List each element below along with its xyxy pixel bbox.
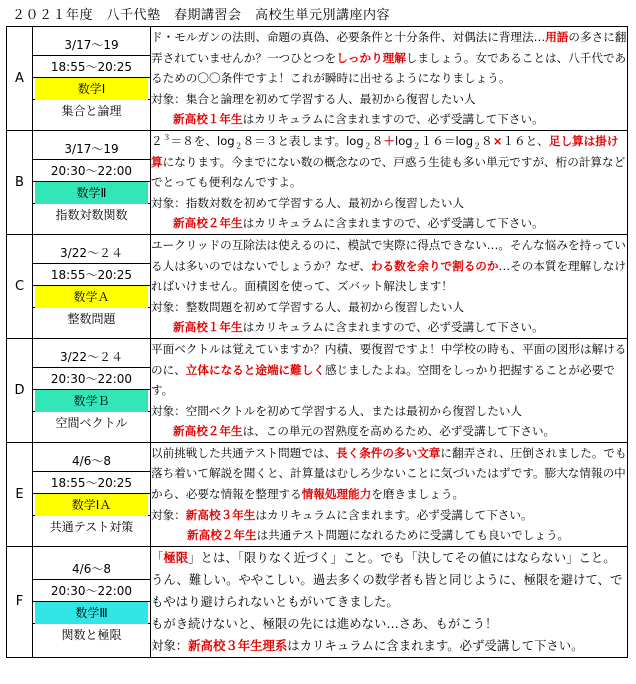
course-time: 20:30～22:00 xyxy=(33,160,150,182)
description-text: になります。今までにない数の概念なので、戸惑う生徒も多い単元ですが、桁の計算などでとっても便利なんですよ。 xyxy=(151,154,626,190)
course-note xyxy=(151,421,627,442)
subject-highlight: 数学Ａ xyxy=(35,286,148,308)
course-time: 18:55～20:25 xyxy=(33,472,150,494)
description-text: ８＝３と表します。log xyxy=(242,133,364,148)
course-row xyxy=(7,442,628,546)
course-date: 3/22～２４ xyxy=(33,242,150,264)
subject-highlight: 数学Ⅱ xyxy=(35,182,148,204)
description-highlight: わる数を余りで割るのか xyxy=(370,258,499,273)
course-description xyxy=(151,338,628,442)
description-text: ＝８を、log xyxy=(170,133,235,148)
course-letter: F xyxy=(7,546,33,657)
course-target: 対象：空間ベクトルを初めて学習する人、または最初から復習したい人 xyxy=(151,403,523,418)
note-text: は共通テスト問題になれるために受講しても良いでしょう。 xyxy=(256,528,570,543)
page-title: ２０２１年度 八千代塾 春期講習会 高校生単元別講座内容 xyxy=(12,8,391,23)
course-note xyxy=(151,109,627,130)
course-unit: 共通テスト対策 xyxy=(49,520,134,535)
course-letter: C xyxy=(7,234,33,338)
course-date: 3/17～19 xyxy=(33,138,150,160)
course-letter: D xyxy=(7,338,33,442)
target-text: 対象： xyxy=(151,637,189,653)
note-highlight: 新高校１年生 xyxy=(173,320,243,335)
description-text: ８ xyxy=(371,133,384,148)
course-row xyxy=(7,130,628,234)
note-text: はカリキュラムに含まれますので、必ず受講して下さい。 xyxy=(242,216,544,231)
description-highlight: ＋ xyxy=(383,133,395,148)
course-date: 4/6～8 xyxy=(33,558,150,580)
course-row xyxy=(7,234,628,338)
course-row xyxy=(7,27,628,131)
course-unit: 空間ベクトル xyxy=(55,416,128,431)
note-text: は、この単元の習熟度を高めるため、必ず受講して下さい。 xyxy=(242,424,556,439)
course-description xyxy=(151,234,628,338)
course-note xyxy=(151,317,627,338)
course-target xyxy=(151,505,627,526)
target-text: はカリキュラムに含まれます。必ず受講して下さい。 xyxy=(287,637,584,653)
course-date: 3/17～19 xyxy=(33,34,150,56)
course-target: 対象：指数対数を初めて学習する人、最初から復習したい人 xyxy=(151,195,465,210)
note-text: はカリキュラムに含まれますので、必ず受講して下さい。 xyxy=(242,320,544,335)
course-info xyxy=(33,442,151,546)
course-letter: A xyxy=(7,27,33,131)
course-subject xyxy=(33,494,150,516)
course-description xyxy=(151,442,628,546)
course-subject xyxy=(33,602,150,624)
description-body xyxy=(151,131,627,193)
course-description xyxy=(151,27,628,131)
description-text: に翻弄され、圧倒されました。でも落ち着いて解説を聞くと、計算量はむしろ少ないことに気づいたはずです。膨大な情報の中から、必要な情報を整理する xyxy=(151,445,627,502)
course-time: 20:30～22:00 xyxy=(33,580,150,602)
course-info xyxy=(33,234,151,338)
description-closing: もがき続けないと、極限の先には進めない…さあ、もがこう！ xyxy=(151,615,498,631)
subject-highlight: 数学Ⅲ xyxy=(35,602,148,624)
course-subject xyxy=(33,286,150,308)
course-info xyxy=(33,546,151,657)
description-highlight: しっかり理解 xyxy=(336,50,406,65)
description-text: しましょう。女であることは、八千代であるための〇〇条件ですよ！これが瞬時に出せるようになりましょう。 xyxy=(151,50,627,86)
description-body xyxy=(151,443,627,505)
course-row xyxy=(7,338,628,442)
course-note xyxy=(151,213,627,234)
description-body xyxy=(151,27,627,89)
target-text: 対象： xyxy=(151,507,186,522)
description-text: ２ xyxy=(151,133,163,148)
course-letter: B xyxy=(7,130,33,234)
description-text: ド・モルガンの法則、命題の真偽、必要条件と十分条件、対偶法に背理法… xyxy=(151,30,546,44)
course-unit: 集合と論理 xyxy=(61,104,122,119)
course-subject xyxy=(33,390,150,412)
course-table xyxy=(6,26,628,658)
description-text: 「 xyxy=(151,549,164,565)
subject-highlight: 数学Ｂ xyxy=(35,390,148,412)
description-highlight: 長く条件の多い文章 xyxy=(336,445,441,460)
exponent: ３ xyxy=(162,133,171,143)
description-text: １６＝log xyxy=(420,133,474,148)
description-text: を磨きましょう。 xyxy=(371,487,465,502)
note-highlight: 新高校１年生 xyxy=(173,112,243,127)
course-row xyxy=(7,546,628,657)
description-text: 感じましたよね。空間をしっかり把握することが必要です。 xyxy=(151,362,615,398)
course-info xyxy=(33,27,151,131)
description-highlight: 立体になると途端に難しく xyxy=(185,362,325,377)
note-highlight: 新高校２年生 xyxy=(187,528,257,543)
course-info xyxy=(33,338,151,442)
description-text: 」とは、「限りなく近づく」こと。でも「決してその値にはならない」こと。うん、難しい。ややこしい。過去多くの数学者も皆と同じように、極限を避けて、でもやはり避けられないともがいてきました。 xyxy=(151,549,623,609)
target-text: はカリキュラムに含まれます。必ず受講して下さい。 xyxy=(255,507,533,522)
description-highlight: 足し算は掛け算 xyxy=(151,133,619,169)
description-text: …その本質を理解しなければいけません。面積図を使って、ズバット解決します！ xyxy=(151,258,627,294)
course-time: 20:30～22:00 xyxy=(33,368,150,390)
description-text: 平面ベクトルは覚えていますか？内積、要復習ですよ！中学校の時も、平面の図形は解けるのに、 xyxy=(151,341,627,377)
course-target: 対象：整数問題を初めて学習する人、最初から復習したい人 xyxy=(151,299,465,314)
description-text: ユークリッドの互除法は使えるのに、模試で実際に得点できない…。そんな悩みを持っている人は多いのではないでしょうか？なぜ、 xyxy=(151,237,626,273)
log-base: ２ xyxy=(234,141,243,151)
description-body xyxy=(151,547,627,613)
description-text: log xyxy=(394,133,413,148)
course-info xyxy=(33,130,151,234)
description-highlight: 情報処理能力 xyxy=(301,487,372,502)
course-description xyxy=(151,130,628,234)
course-target: 対象：集合と論理を初めて学習する人、最初から復習したい人 xyxy=(151,91,476,106)
description-text: の多さに翻弄されていませんか？一つひとつを xyxy=(151,30,627,65)
subject-highlight: 数学ⅠＡ xyxy=(35,494,148,516)
target-highlight: 新高校３年生 xyxy=(185,507,256,522)
note-highlight: 新高校２年生 xyxy=(173,424,243,439)
description-body xyxy=(151,235,627,297)
course-date: 3/22～２４ xyxy=(33,346,150,368)
course-note xyxy=(151,525,627,546)
description-highlight: 極限 xyxy=(163,549,189,565)
log-base: ２ xyxy=(363,141,372,151)
course-letter: E xyxy=(7,442,33,546)
log-base: ２ xyxy=(412,141,421,151)
course-unit: 整数問題 xyxy=(67,312,116,327)
course-subject xyxy=(33,182,150,204)
log-base: ２ xyxy=(473,141,482,151)
description-body xyxy=(151,339,627,401)
description-highlight: × xyxy=(492,133,503,148)
note-highlight: 新高校２年生 xyxy=(173,216,243,231)
target-highlight: 新高校３年生理系 xyxy=(188,637,288,653)
description-text: １６と、 xyxy=(502,133,549,148)
course-unit: 指数対数関数 xyxy=(55,208,128,223)
course-date: 4/6～8 xyxy=(33,450,150,472)
course-unit: 関数と極限 xyxy=(61,627,122,642)
course-description xyxy=(151,546,628,657)
note-text: はカリキュラムに含まれますので、必ず受講して下さい。 xyxy=(242,112,544,127)
description-highlight: 用語 xyxy=(545,30,569,44)
description-text: 以前挑戦した共通テスト問題では、 xyxy=(151,445,337,460)
description-text: ８ xyxy=(481,133,493,148)
subject-highlight: 数学Ⅰ xyxy=(35,78,148,100)
course-time: 18:55～20:25 xyxy=(33,56,150,78)
course-time: 18:55～20:25 xyxy=(33,264,150,286)
course-target xyxy=(151,635,627,657)
course-subject xyxy=(33,78,150,100)
